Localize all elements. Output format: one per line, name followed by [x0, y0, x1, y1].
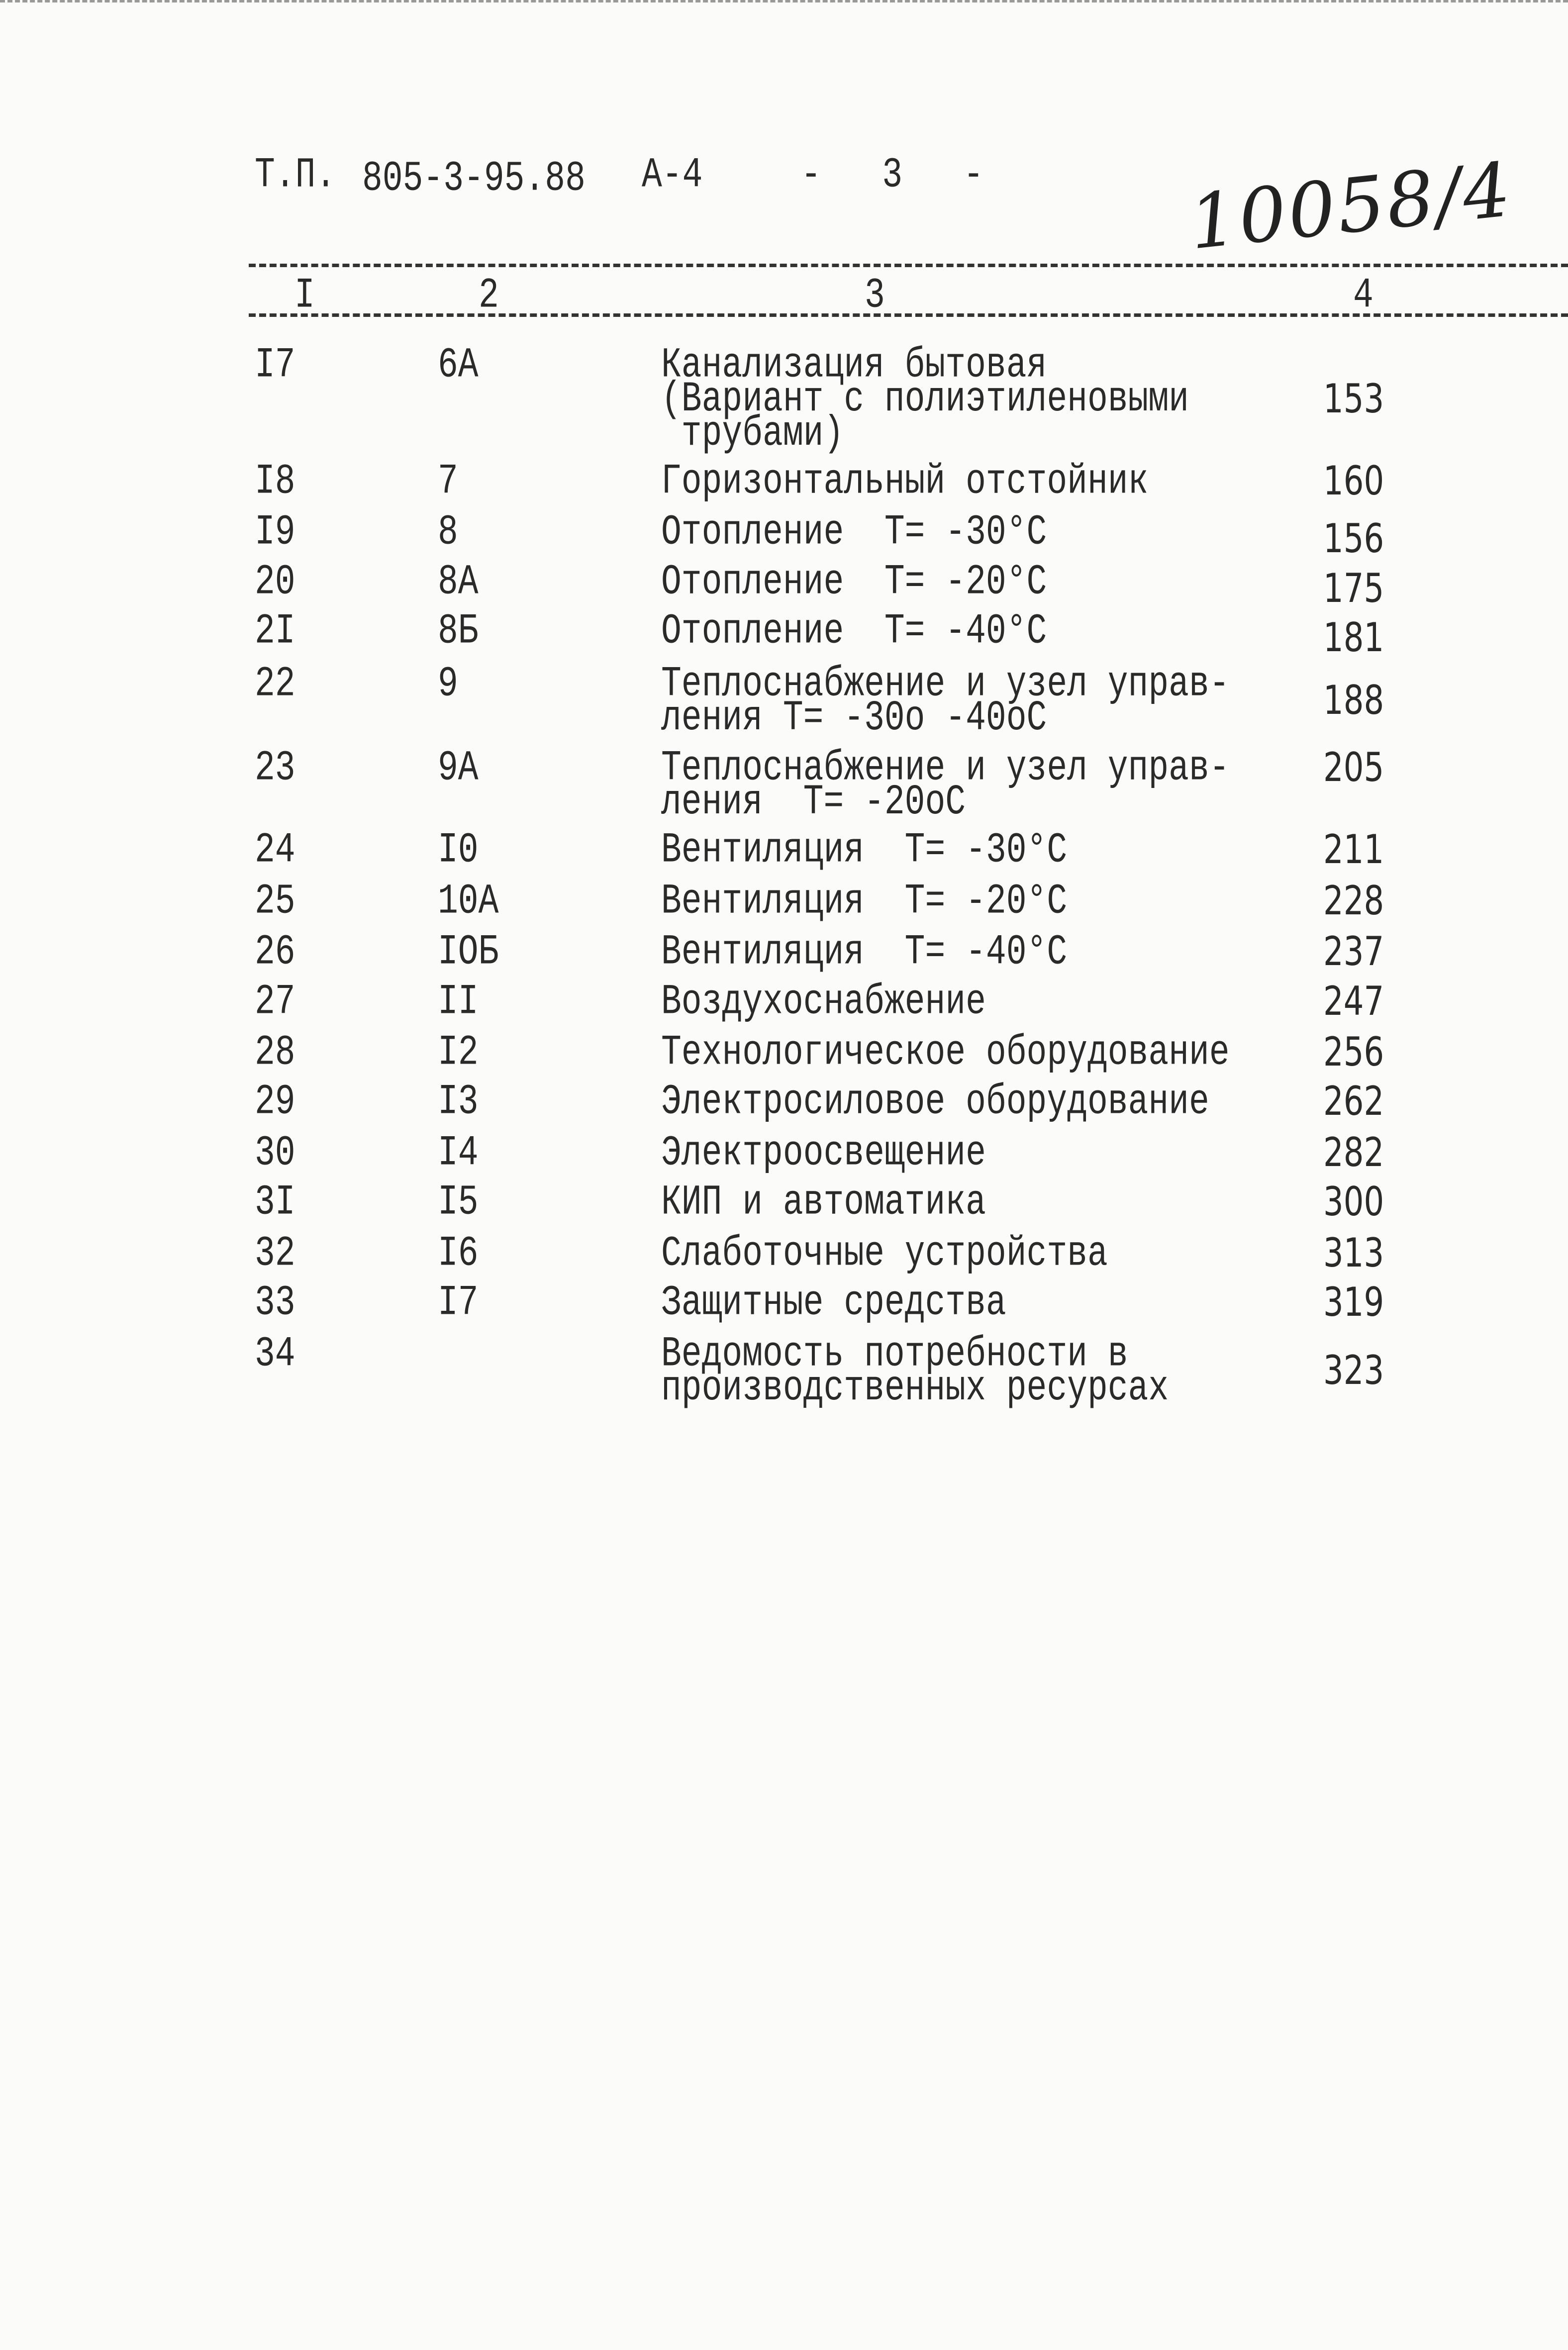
- row-number: 26: [255, 928, 295, 977]
- top-edge-dashes: [0, 0, 1568, 2]
- section-title: КИП и автоматика: [661, 1178, 986, 1227]
- section-title: Слаботочные устройства: [661, 1230, 1108, 1278]
- section-title: Технологическое оборудование: [661, 1029, 1230, 1077]
- section-title: Теплоснабжение и узел управ- ления Т= -30о -40оС: [661, 660, 1230, 743]
- section-title: Электросиловое оборудование: [661, 1078, 1209, 1126]
- start-page: 247: [1323, 979, 1384, 1025]
- section-number: 8А: [438, 558, 479, 606]
- row-number: 22: [255, 660, 295, 708]
- handwritten-inventory-number: 10058/4: [1185, 146, 1517, 267]
- row-number: 23: [255, 744, 295, 792]
- section-title: Горизонтальный отстойник: [661, 458, 1149, 506]
- start-page: 181: [1323, 615, 1384, 661]
- start-page: 211: [1323, 827, 1384, 873]
- album-label: А-4: [642, 151, 703, 199]
- section-number: II: [438, 978, 479, 1026]
- page-number: - 3 -: [801, 151, 984, 199]
- section-number: I4: [438, 1129, 479, 1177]
- section-number: 9А: [438, 744, 479, 792]
- row-number: 2I: [255, 607, 295, 656]
- section-number: I2: [438, 1029, 479, 1077]
- section-number: I7: [438, 1279, 479, 1327]
- doc-code: 805-3-95.88: [362, 155, 586, 203]
- row-number: 25: [255, 878, 295, 926]
- row-number: 28: [255, 1029, 295, 1077]
- section-title: Вентиляция Т= -40°С: [661, 928, 1068, 977]
- start-page: 237: [1323, 929, 1384, 975]
- start-page: 205: [1323, 745, 1384, 791]
- start-page: 282: [1323, 1130, 1384, 1176]
- section-title: Отопление Т= -40°С: [661, 607, 1047, 656]
- section-number: IОБ: [438, 928, 499, 977]
- row-number: 33: [255, 1279, 295, 1327]
- section-title: Отопление Т= -20°С: [661, 558, 1047, 606]
- column-header-2: 2: [479, 272, 499, 320]
- column-header-4: 4: [1353, 272, 1373, 320]
- column-header-1: I: [294, 272, 315, 320]
- row-number: 32: [255, 1230, 295, 1278]
- row-number: 27: [255, 978, 295, 1026]
- section-number: I0: [438, 826, 479, 875]
- start-page: 175: [1323, 566, 1384, 612]
- row-number: I7: [255, 341, 295, 390]
- section-number: 9: [438, 660, 458, 708]
- section-title: Электроосвещение: [661, 1129, 986, 1177]
- section-title: Ведомость потребности в производственных ресурсах: [661, 1330, 1169, 1413]
- section-title: Теплоснабжение и узел управ- ления Т= -20оС: [661, 744, 1230, 827]
- row-number: 29: [255, 1078, 295, 1126]
- row-number: I8: [255, 458, 295, 506]
- row-number: 3I: [255, 1178, 295, 1227]
- row-number: 20: [255, 558, 295, 606]
- start-page: 319: [1323, 1279, 1384, 1326]
- start-page: 262: [1323, 1078, 1384, 1125]
- start-page: 313: [1323, 1230, 1384, 1276]
- section-number: 8Б: [438, 607, 479, 656]
- row-number: 30: [255, 1129, 295, 1177]
- section-number: 7: [438, 458, 458, 506]
- start-page: 188: [1323, 678, 1384, 724]
- section-title: Вентиляция Т= -30°С: [661, 826, 1068, 875]
- row-number: I9: [255, 508, 295, 557]
- section-title: Вентиляция Т= -20°С: [661, 878, 1068, 926]
- row-number: 24: [255, 826, 295, 875]
- section-number: I5: [438, 1178, 479, 1227]
- section-number: 8: [438, 508, 458, 557]
- start-page: 323: [1323, 1348, 1384, 1394]
- section-title: Отопление Т= -30°С: [661, 508, 1047, 557]
- start-page: 256: [1323, 1029, 1384, 1076]
- section-number: I6: [438, 1230, 479, 1278]
- row-number: 34: [255, 1330, 295, 1378]
- section-number: 10А: [438, 878, 499, 926]
- start-page: 300: [1323, 1179, 1384, 1225]
- start-page: 156: [1323, 516, 1384, 562]
- table-header-top-rule: [249, 264, 1568, 267]
- doc-prefix: Т.П.: [255, 151, 336, 199]
- section-title: Канализация бытовая (Вариант с полиэтиленовыми трубами): [661, 341, 1189, 458]
- start-page: 153: [1323, 376, 1384, 422]
- section-title: Воздухоснабжение: [661, 978, 986, 1026]
- section-title: Защитные средства: [661, 1279, 1006, 1327]
- start-page: 228: [1323, 878, 1384, 924]
- column-header-3: 3: [865, 272, 885, 320]
- start-page: 160: [1323, 458, 1384, 504]
- section-number: I3: [438, 1078, 479, 1126]
- table-header-bottom-rule: [249, 313, 1568, 317]
- section-number: 6А: [438, 341, 479, 390]
